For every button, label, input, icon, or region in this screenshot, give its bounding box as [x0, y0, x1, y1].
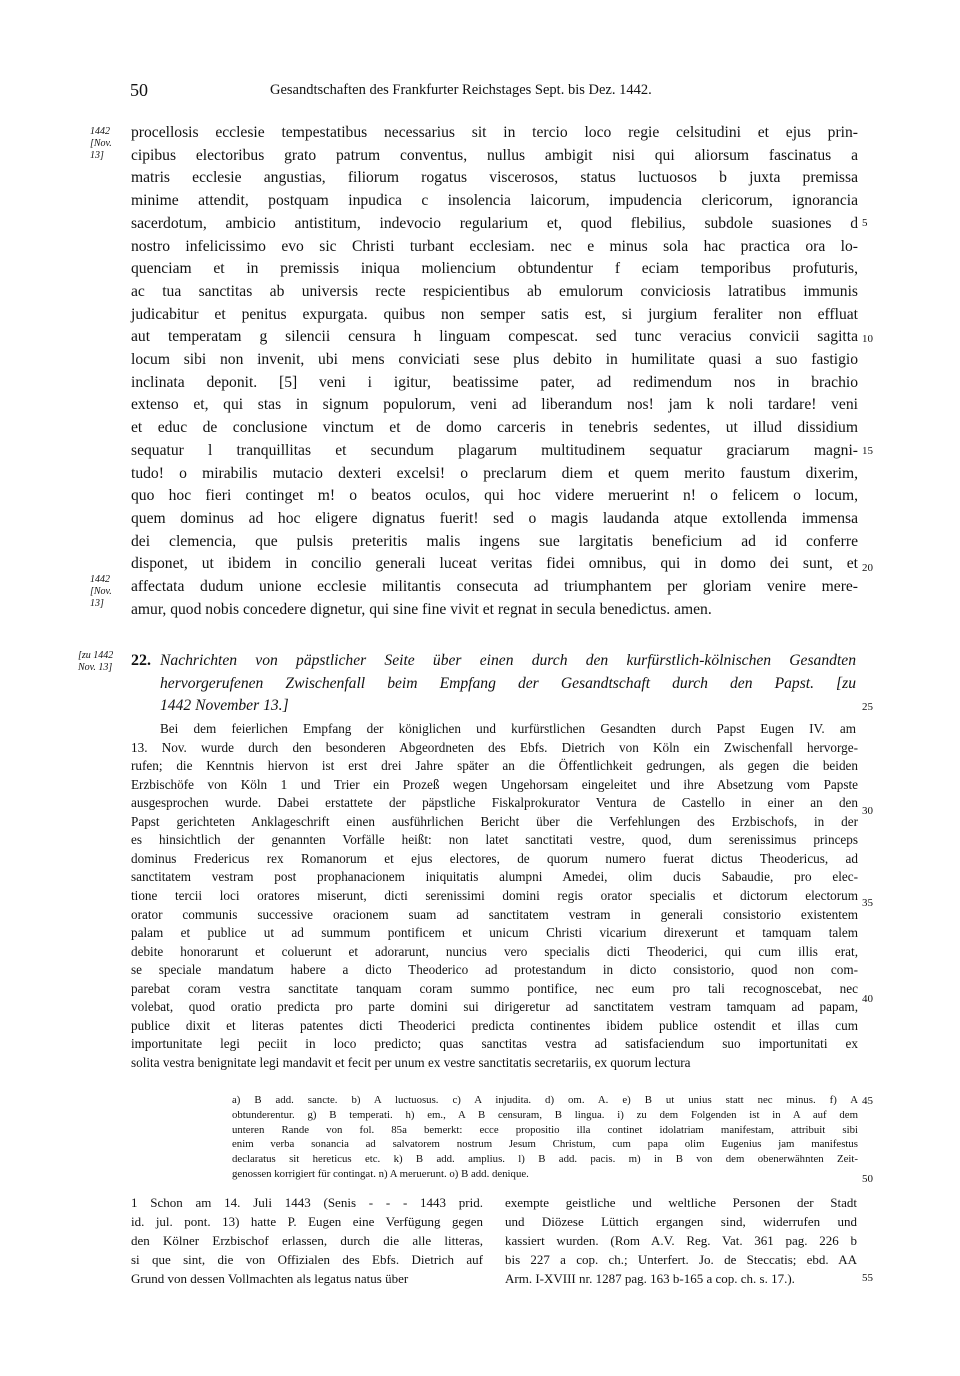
apparatus-line: declaratus sit hereticus etc. k) B add. amplius. l) B add. pacis. m) in B von dem obenerwähnten Zeit- [232, 1153, 858, 1166]
intro-line: Erzbischöfe von Köln 1 und Trier ein Prozeß wegen Ungehorsam eingeleitet und ihre Absetzung vom Papste [131, 776, 858, 792]
text-line: et educ de conclusione vinctum et de domo carceris in tenebris sedentes, ut illud dissidium [131, 419, 858, 437]
intro-line: debite honorarunt et coluerunt et adorarunt, nuncius vero specialis dicti Theoderici, qui cum illis erat, [131, 943, 858, 959]
line-number: 5 [862, 217, 868, 229]
footnote-line: 1 Schon am 14. Juli 1443 (Senis - - - 1443 prid. [131, 1195, 483, 1210]
document-number: 22. [131, 652, 151, 669]
text-line: sacerdotum, ambicio antistitum, indevocio regularium et, quod flebilius, subdole suasiones d [131, 214, 858, 232]
line-number: 10 [862, 333, 873, 345]
apparatus-line: obtunderentur. g) B temperati. h) em., A B censuram, B lingua. i) zu dem Folgenden ist in A auf dem [232, 1108, 858, 1121]
line-number: 40 [862, 993, 873, 1005]
intro-line: 13. Nov. wurde durch den besonderen Abgeordneten des Ebfs. Dietrich von Köln ein Zwischenfall hervorge- [131, 739, 858, 755]
intro-line: ausgesprochen wurde. Dabei erstattete der päpstliche Fiskalprokurator Ventura de Castello in einer an den [131, 795, 858, 811]
line-number: 20 [862, 562, 873, 574]
footnote-line: bis 227 a cop. ch.; Unterfert. Jo. de Steccatis; ebd. AA [505, 1252, 857, 1267]
line-number: 35 [862, 897, 873, 909]
text-line: quem dominus ad hoc eligere dignatus fuerit! sed o magis laudanda atque extollenda immensa [131, 509, 858, 527]
line-number: 25 [862, 701, 873, 713]
apparatus-line: enim verba sonancia ad salvatorem nostrum Jesum Christum, cum papa olim Eugenius jam manifestus [232, 1138, 858, 1151]
footnote-line: exempte geistliche und weltliche Personen der Stadt [505, 1195, 857, 1210]
text-line: affectata dudum unione ecclesie militantis consecuta ad triumphantem per gloriam venire mere- [131, 578, 858, 595]
intro-line: Papst gerichteten Anklageschrift einen ausführlichen Bericht über die Verfehlungen des Erzbischofs, in der [131, 813, 858, 829]
apparatus-line: unteren Rande von fol. 85a bemerkt: ecce propositio illa continet idolatriam manifestam, attribuit sibi [232, 1123, 858, 1136]
intro-line: dominus Fredericus rex Romanorum et ejus electores, de quorum numero fuerat dictus Theodericus, ad [131, 850, 858, 866]
footnote-line: Arm. I-XVIII nr. 1287 pag. 163 b-165 a cop. ch. s. 17.). [505, 1271, 795, 1286]
line-number: 30 [862, 805, 873, 817]
text-line: cipibus electoribus grato patrum conventus, nullus ambigit nisi qui aliorsum fascinatus a [131, 146, 858, 164]
text-line: inclinata deponit. [5] veni i igitur, beatissime pater, ad redimendum nos in brachio [131, 373, 858, 391]
intro-line: solita vestra benignitate legi mandavit et fecit per unum ex vestre sanctitatis secretariis, ex quorum lectura [131, 1054, 691, 1070]
apparatus-line: genossen korrigiert für contingat. n) A meruerunt. o) B add. denique. [232, 1168, 529, 1180]
text-line: ac tua sanctitas ab universis recte respicientibus ab emulorum conviciosis latratibus immunis [131, 282, 858, 300]
text-line: quo hoc fieri continget m! o beatos oculos, qui hoc videre meruerint n! o felicem o locum, [131, 487, 858, 505]
footnote-line: den Kölner Erzbischof erlassen, durch die alle litteras, [131, 1233, 483, 1248]
footnote-line: id. jul. pont. 13) hatte P. Eugen eine Verfügung gegen [131, 1214, 483, 1229]
text-line: minime attendit, postquam inpudica c insolencia laicorum, impudencia clericorum, ignorancia [131, 192, 858, 210]
heading-line: Nachrichten von päpstlicher Seite über einen durch den kurfürstlich-kölnischen Gesandten [160, 652, 856, 669]
text-line: extenso et, qui stas in signum populorum, veni ad liberandum nos! jam k noli tardare! veni [131, 396, 858, 414]
margin-date: 1442 [Nov. 13] [90, 126, 112, 161]
text-line: locum sibi non invenit, ubi mens conviciati sese plus debito in humilitate quasi a suo fastigio [131, 351, 858, 368]
text-line: procellosis ecclesie tempestatibus necessarius sit in tercio loco regie celsitudini et ejus prin- [131, 124, 858, 141]
margin-date: 1442 [Nov. 13] [90, 574, 112, 609]
line-number: 45 [862, 1095, 873, 1107]
intro-line: palam et publice ut ad summum pontificem et unicum Christi vicarium direxerunt et tamquam talem [131, 925, 858, 941]
text-line: matris ecclesie angustias, filiorum rogatus viscerosos, status luctuosos b juxta premissa [131, 169, 858, 187]
intro-line: Bei dem feierlichen Empfang der königlichen und kurfürstlichen Gesandten durch Papst Eugen IV. am [160, 721, 856, 736]
margin-date: [zu 1442 Nov. 13] [78, 650, 114, 673]
footnote-line: Grund von dessen Vollmachten als legatus natus über [131, 1271, 409, 1286]
intro-line: se speciale mandatum habere a dicto Theoderico ad protestandum in dicto consistorio, quod non com- [131, 962, 858, 978]
footnote-line: si que sint, die von Offizialen des Ebfs. Dietrich auf [131, 1252, 483, 1267]
intro-line: orator communis successive oracionem suam ad sanctitatem vestram in generali consistorio existentem [131, 906, 858, 922]
intro-line: tione tercii loci oratores miserunt, dicti serenissimi domini regis orator specialis et dictorum electorum [131, 887, 858, 903]
text-line: aut temperatam g silencii censura h linguam compescat. sed tunc veracius convicii sagitta [131, 328, 858, 346]
line-number: 50 [862, 1173, 873, 1185]
intro-line: es hinsichtlich der genannten Vorfälle heißt: non latet sanctitati vestre, quod, dum serenissimus princeps [131, 832, 858, 848]
text-line: judicabitur et penitus expurgata. quibus non semper satis est, si jurgium feraliter non effluat [131, 305, 858, 323]
line-number: 15 [862, 445, 873, 457]
intro-line: parebat coram vestra sanctitate tanquam coram summo pontifice, nec eum pro tali recognoscebat, nec [131, 980, 858, 996]
heading-line: 1442 November 13.] [160, 697, 289, 714]
text-line: amur, quod nobis concedere dignetur, qui sine fine vivit et regnat in secula benedictus. amen. [131, 600, 712, 618]
page-number: 50 [130, 80, 148, 100]
running-title: Gesandtschaften des Frankfurter Reichstages Sept. bis Dez. 1442. [270, 82, 652, 98]
apparatus-line: a) B add. sancte. b) A luctuosus. c) A injudita. d) om. A. e) B ut unius statt nec minus. f) A [232, 1094, 858, 1106]
intro-line: importunitate legi peciit in loco predicto; quas sanctitas vestra ad satisfaciendum suo importunitati ex [131, 1036, 858, 1052]
text-line: tudo! o mirabilis mutacio dexteri excelsi! o preclarum diem et quem merito faustum dixerim, [131, 464, 858, 482]
text-line: quenciam et in premissis iniqua moliencium obtundentur f eciam temporibus profuturis, [131, 260, 858, 278]
text-line: nostro infelicissimo evo sic Christi turbant ecclesiam. nec e minus sola hac practica ora lo- [131, 237, 858, 255]
footnote-line: kassiert wurden. (Rom A.V. Reg. Vat. 361 pag. 226 b [505, 1233, 857, 1248]
intro-line: sanctitatem vestram post prophanacionem iniquitatis alumpni Amedei, olim ducis Sabaudie, pro elec- [131, 869, 858, 885]
footnote-line: und Diözese Lüttich ergangen sind, widerrufen und [505, 1214, 857, 1229]
heading-line: hervorgerufenen Zwischenfall beim Empfang der Gesandtschaft durch den Papst. [zu [160, 674, 856, 692]
intro-line: volebat, quod oratio predicta pro parte domini sui dirigeretur ad sanctitatem vestram tamquam ad papam, [131, 999, 858, 1015]
text-line: disponet, ut ibidem in concilio generali luceat veritas fidei omnibus, qui in domo dei sunt, et [131, 555, 858, 573]
text-line: dei clemencia, que pulsis preteritis malis ingens sue largitatis beneficium ad id conferre [131, 532, 858, 550]
line-number: 55 [862, 1272, 873, 1284]
intro-line: publice dixit et literas patentes dicti Theoderici predicta continentes ibidem publice ostendit et illas cum [131, 1017, 858, 1033]
page-header [130, 80, 860, 102]
text-line: sequatur l tranquillitas et secundum plagarum multitudinem sequatur graciarum magni- [131, 441, 858, 459]
intro-line: rufen; die Kenntnis hiervon ist erst drei Jahre später an die Öffentlichkeit gedrungen, als gegen die beiden [131, 758, 858, 774]
